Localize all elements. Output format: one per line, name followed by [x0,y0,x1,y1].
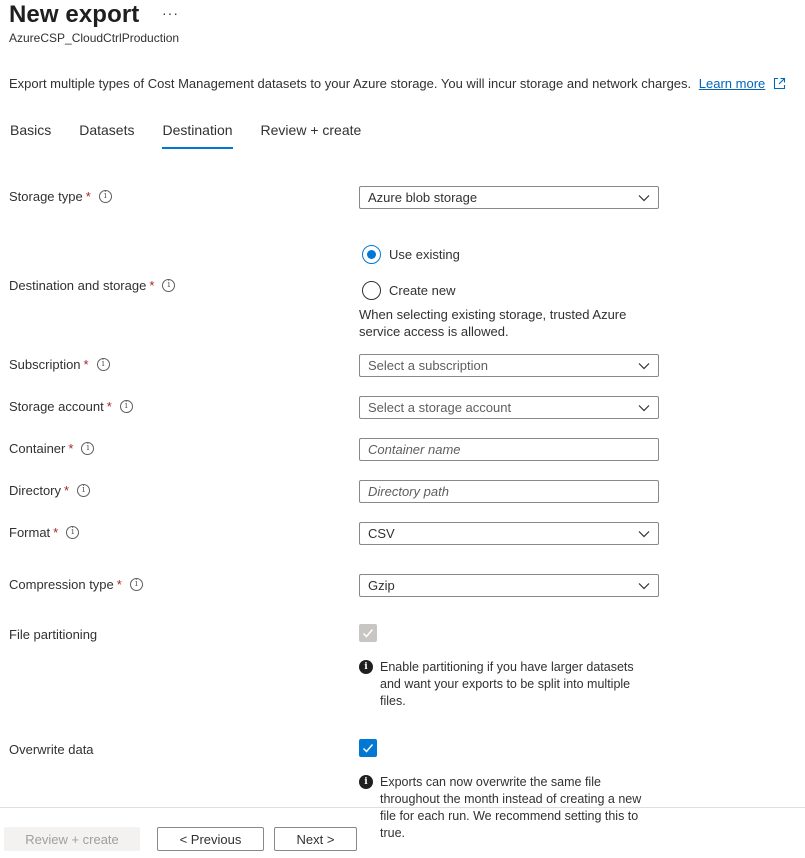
format-label-text: Format [9,525,51,540]
chevron-down-icon [638,402,650,414]
footer-bar [0,807,805,858]
format-dropdown[interactable] [359,522,659,545]
external-link-icon[interactable] [773,77,786,90]
chevron-down-icon [638,528,650,540]
info-icon[interactable]: i [130,578,143,591]
description-text: Export multiple types of Cost Management datasets to your Azure storage. You will incur storage and network charges. [9,76,692,91]
description [9,76,786,91]
info-filled-icon: i [359,775,373,789]
destination-label-text: Destination and storage [9,278,147,293]
radio-use-existing[interactable] [362,245,460,264]
radio-button-checked[interactable] [362,245,381,264]
required-asterisk: * [116,577,122,592]
destination-label [9,278,175,293]
next-button[interactable]: Next > [274,827,357,851]
directory-label-text: Directory [9,483,62,498]
destination-helper-text: When selecting existing storage, trusted Azure service access is allowed. [359,307,627,339]
checkmark-icon [362,627,374,639]
radio-button-unchecked[interactable] [362,281,381,300]
info-icon[interactable]: i [77,484,90,497]
subscription-label-text: Subscription [9,357,81,372]
chevron-down-icon [638,580,650,592]
overwrite-label [9,742,94,757]
info-icon[interactable]: i [66,526,79,539]
required-asterisk: * [106,399,112,414]
info-icon[interactable]: i [81,442,94,455]
title-row [9,0,139,30]
tab-datasets[interactable]: Datasets [79,122,135,138]
storage-account-label [9,399,133,414]
compression-label [9,577,143,592]
chevron-down-icon [638,360,650,372]
subscription-label [9,357,110,372]
directory-input[interactable] [359,480,659,503]
file-partitioning-info-text: Enable partitioning if you have larger datasets and want your exports to be split into multiple files. [380,660,634,708]
required-asterisk: * [83,357,89,372]
storage-account-placeholder: Select a storage account [368,400,512,415]
required-asterisk: * [53,525,59,540]
file-partitioning-label [9,627,97,642]
format-value: CSV [368,526,395,541]
radio-use-existing-label: Use existing [389,247,460,262]
storage-account-dropdown[interactable] [359,396,659,419]
storage-type-label-text: Storage type [9,189,83,204]
overwrite-checkbox[interactable] [359,739,377,757]
checkmark-icon [362,742,374,754]
required-asterisk: * [64,483,70,498]
radio-create-new[interactable] [362,281,455,300]
file-partitioning-checkbox[interactable] [359,624,377,642]
chevron-down-icon [638,192,650,204]
info-icon[interactable]: i [162,279,175,292]
required-asterisk: * [85,189,91,204]
tab-basics[interactable]: Basics [10,122,52,138]
info-icon[interactable]: i [120,400,133,413]
overwrite-info-text: Exports can now overwrite the same file throughout the month instead of creating a new file for each run. We recommend setting this to true. [380,775,642,840]
container-label-text: Container [9,441,66,456]
compression-label-text: Compression type [9,577,114,592]
compression-value: Gzip [368,578,395,593]
overwrite-label-text: Overwrite data [9,742,94,757]
required-asterisk: * [68,441,74,456]
radio-create-new-label: Create new [389,283,456,298]
storage-type-dropdown[interactable] [359,186,659,209]
tab-bar [10,122,389,149]
required-asterisk: * [149,278,155,293]
page-title: New export [9,1,140,28]
info-icon[interactable]: i [97,358,110,371]
compression-dropdown[interactable] [359,574,659,597]
info-icon[interactable]: i [99,190,112,203]
format-label [9,525,79,540]
storage-account-label-text: Storage account [9,399,104,414]
storage-type-label [9,189,112,204]
previous-button[interactable]: < Previous [157,827,264,851]
subscription-placeholder: Select a subscription [368,358,488,373]
file-partitioning-label-text: File partitioning [9,627,98,642]
learn-more-link[interactable]: Learn more [698,76,766,91]
directory-label [9,483,90,498]
container-input[interactable] [359,438,659,461]
more-options-icon[interactable]: ··· [162,5,179,21]
storage-type-value: Azure blob storage [368,190,478,205]
tab-destination[interactable]: Destination [162,122,232,149]
page-subtitle: AzureCSP_CloudCtrlProduction [9,31,180,45]
container-label [9,441,94,456]
tab-review-create[interactable]: Review + create [260,122,362,138]
file-partitioning-info [359,659,659,710]
subscription-dropdown[interactable] [359,354,659,377]
info-filled-icon: i [359,660,373,674]
review-create-button[interactable]: Review + create [4,827,140,851]
